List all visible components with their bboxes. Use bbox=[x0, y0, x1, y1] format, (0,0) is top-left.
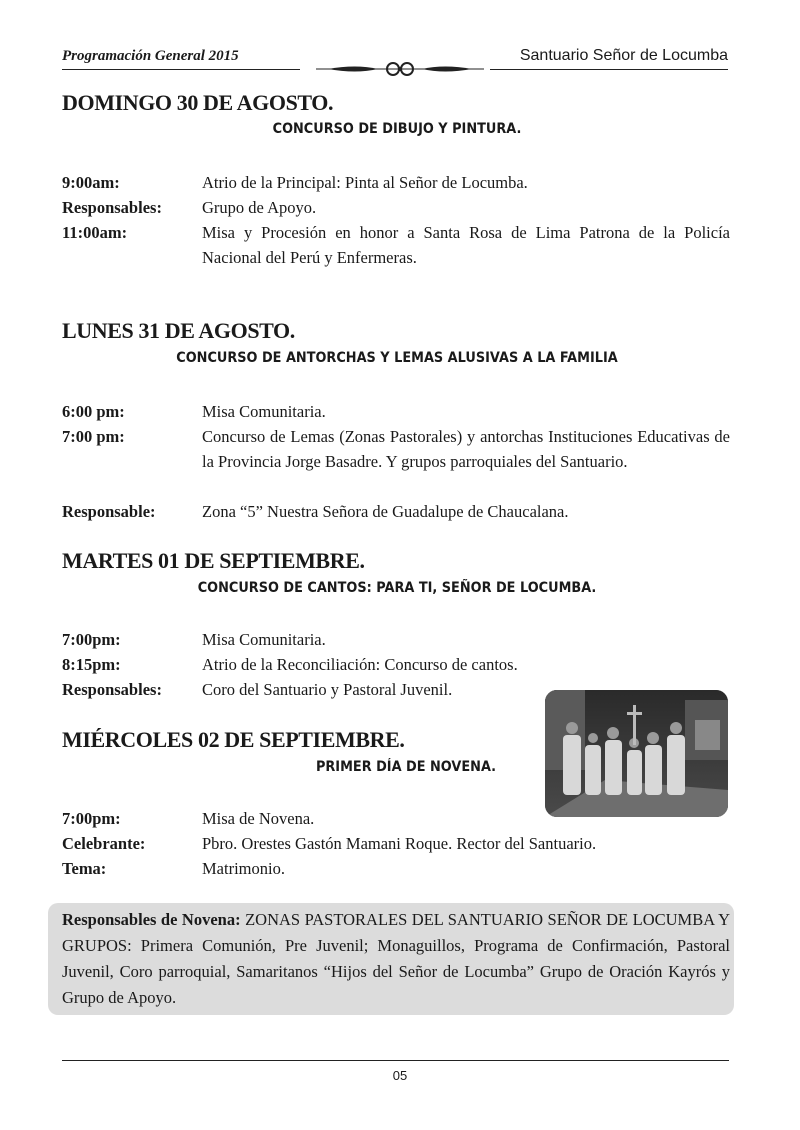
header-program-title: Programación General 2015 bbox=[62, 48, 239, 64]
day-title-martes: MARTES 01 DE SEPTIEMBRE. bbox=[62, 548, 365, 573]
day-subtitle-martes: CONCURSO DE CANTOS: PARA TI, SEÑOR DE LOCUMBA. bbox=[197, 580, 597, 596]
schedule-row bbox=[62, 220, 730, 270]
row-label: 8:15pm: bbox=[62, 655, 121, 674]
note-label: Responsables de Novena: bbox=[62, 910, 241, 929]
row-label: 7:00pm: bbox=[62, 630, 121, 649]
row-text: Atrio de la Principal: Pinta al Señor de Locumba. bbox=[202, 173, 528, 192]
row-label: Responsables: bbox=[62, 680, 162, 699]
day-title-miercoles: MIÉRCOLES 02 DE SEPTIEMBRE. bbox=[62, 727, 405, 752]
schedule-row bbox=[62, 856, 730, 881]
row-text: Pbro. Orestes Gastón Mamani Roque. Rector del Santuario. bbox=[202, 834, 597, 853]
row-text: Grupo de Apoyo. bbox=[202, 198, 317, 217]
row-text: Matrimonio. bbox=[202, 859, 285, 878]
schedule-row bbox=[62, 499, 730, 524]
header-rule-left bbox=[62, 69, 300, 70]
row-label: 11:00am: bbox=[62, 223, 128, 242]
day-subtitle-lunes: CONCURSO DE ANTORCHAS Y LEMAS ALUSIVAS A LA FAMILIA bbox=[176, 350, 618, 366]
row-label: Responsables: bbox=[62, 198, 162, 217]
row-label: Responsable: bbox=[62, 502, 156, 521]
row-text: Misa de Novena. bbox=[202, 809, 315, 828]
row-text: Atrio de la Reconciliación: Concurso de cantos. bbox=[202, 655, 518, 674]
schedule-row bbox=[62, 399, 730, 424]
row-label: 6:00 pm: bbox=[62, 402, 125, 421]
day-title-domingo: DOMINGO 30 DE AGOSTO. bbox=[62, 90, 334, 115]
day-title-lunes: LUNES 31 DE AGOSTO. bbox=[62, 318, 295, 343]
schedule-row bbox=[62, 652, 730, 677]
schedule-row bbox=[62, 831, 730, 856]
ornament-icon bbox=[316, 60, 484, 78]
row-text: Misa y Procesión en honor a Santa Rosa de Lima Patrona de la Policía Nacional del Perú y Enfermeras. bbox=[202, 223, 730, 267]
day-subtitle-miercoles: PRIMER DÍA DE NOVENA. bbox=[315, 759, 497, 775]
footer-rule bbox=[62, 1060, 729, 1061]
row-text: Misa Comunitaria. bbox=[202, 402, 326, 421]
novena-responsibles-text bbox=[62, 907, 730, 1011]
header-rule-right bbox=[490, 69, 728, 70]
header-sanctuary-name: Santuario Señor de Locumba bbox=[519, 47, 728, 64]
schedule-row bbox=[62, 424, 730, 474]
page-number: 05 bbox=[392, 1068, 408, 1083]
row-text: Misa Comunitaria. bbox=[202, 630, 326, 649]
schedule-row bbox=[62, 627, 730, 652]
row-label: 7:00 pm: bbox=[62, 427, 125, 446]
day-subtitle-domingo: CONCURSO DE DIBUJO Y PINTURA. bbox=[272, 121, 522, 137]
row-label: 7:00pm: bbox=[62, 809, 121, 828]
note-body: ZONAS PASTORALES DEL SANTUARIO SEÑOR DE LOCUMBA Y GRUPOS: Primera Comunión, Pre Juvenil; Monaguillos, Programa de Confirmación, Pastoral Juvenil, Coro parroquial, Samaritanos “Hijos del Señor de Locumba” Grupo de Oración Kayrós y Grupo de Apoyo. bbox=[62, 910, 731, 1007]
row-text: Concurso de Lemas (Zonas Pastorales) y antorchas Instituciones Educativas de la Provincia Jorge Basadre. Y grupos parroquiales del Santuario. bbox=[202, 427, 730, 471]
row-label: Celebrante: bbox=[62, 834, 146, 853]
row-label: 9:00am: bbox=[62, 173, 120, 192]
schedule-row bbox=[62, 195, 730, 220]
altar-servers-photo bbox=[545, 690, 728, 817]
row-label: Tema: bbox=[62, 859, 107, 878]
row-text: Coro del Santuario y Pastoral Juvenil. bbox=[202, 680, 453, 699]
schedule-row bbox=[62, 170, 730, 195]
schedule-row bbox=[62, 806, 730, 831]
row-text: Zona “5” Nuestra Señora de Guadalupe de Chaucalana. bbox=[202, 502, 569, 521]
